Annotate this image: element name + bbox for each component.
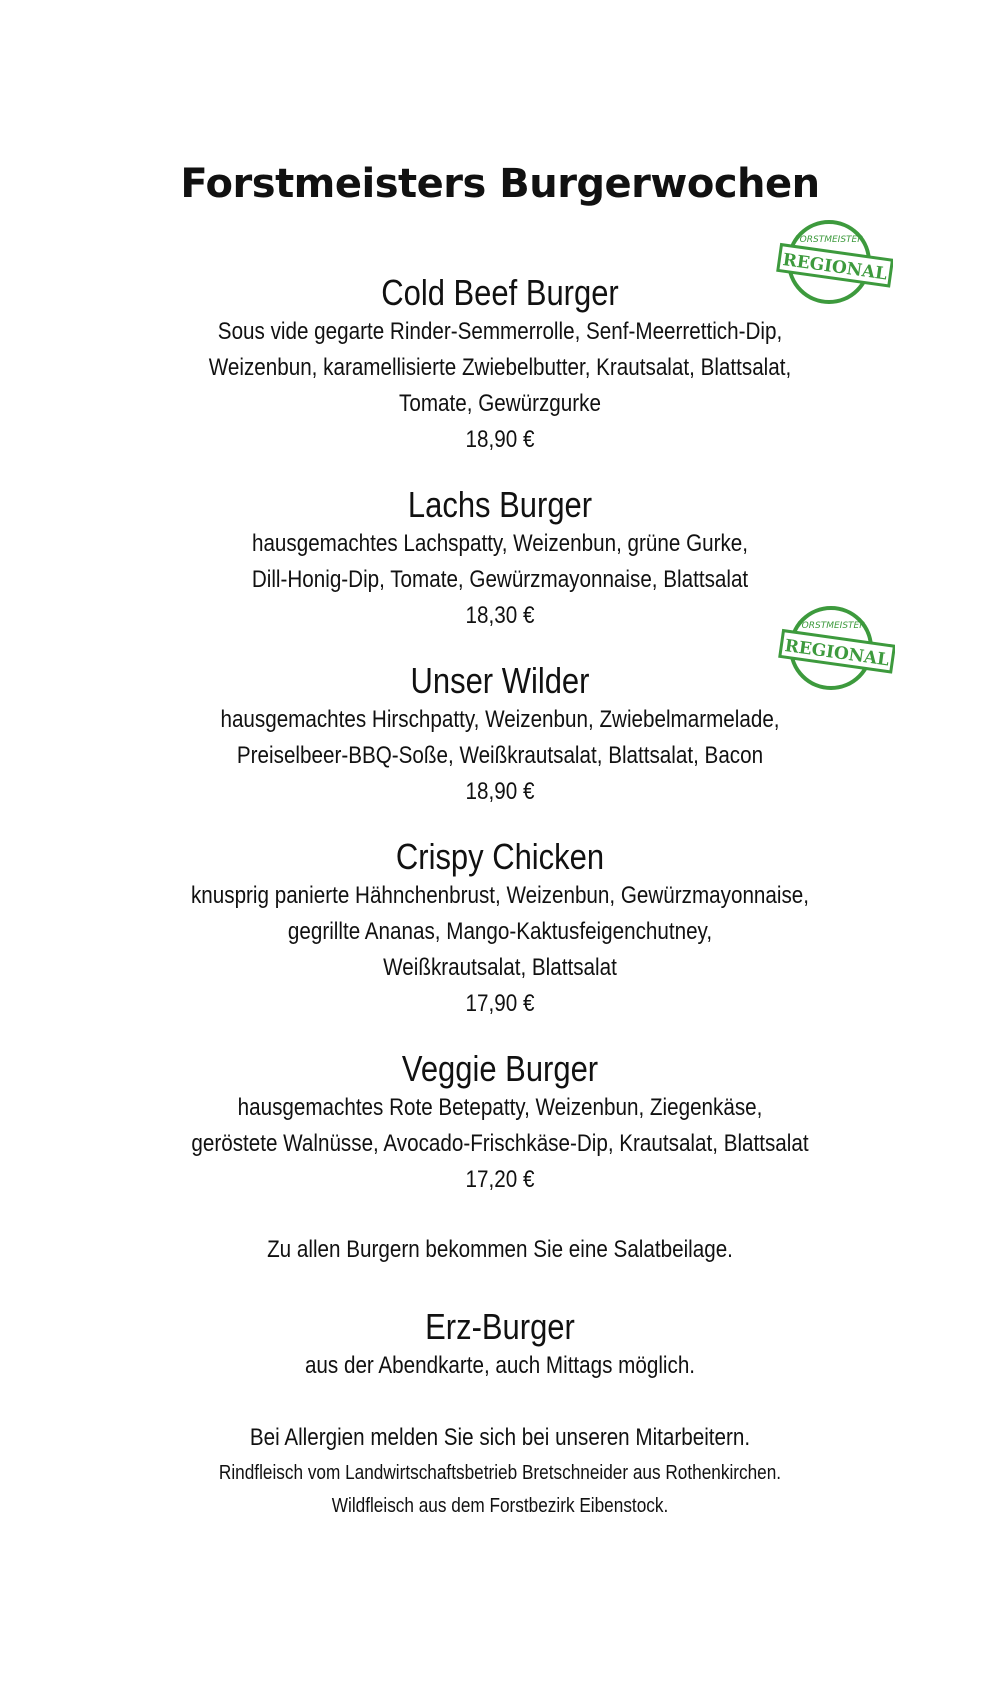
item-name: Cold Beef Burger [381,272,619,313]
item-name: Crispy Chicken [395,836,605,877]
stamp-main-text: REGIONAL [781,250,889,285]
item-name: Lachs Burger [407,484,593,525]
item-desc-line: gegrillte Ananas, Mango-Kaktusfeigenchutney, [287,918,713,945]
item-desc-line: Sous vide gegarte Rinder-Semmerrolle, Senf-Meerrettich-Dip, [217,318,783,345]
allergy-note: Bei Allergien melden Sie sich bei unseren Mitarbeitern. [249,1424,751,1451]
item-name: Unser Wilder [410,660,590,701]
item-price: 17,20 € [465,1166,535,1193]
item-desc-line: geröstete Walnüsse, Avocado-Frischkäse-Dip, Krautsalat, Blattsalat [191,1130,809,1157]
item-desc-line: Weißkrautsalat, Blattsalat [383,954,617,981]
item-price: 18,90 € [465,426,535,453]
stamp-top-text: FORSTMEISTER [796,621,866,631]
page-title: Forstmeisters Burgerwochen [180,161,820,207]
item-price: 17,90 € [465,990,535,1017]
erz-burger-name: Erz-Burger [425,1306,575,1347]
item-name: Veggie Burger [401,1048,599,1089]
item-desc-line: knusprig panierte Hähnchenbrust, Weizenbun, Gewürzmayonnaise, [190,882,810,909]
item-price: 18,30 € [465,602,535,629]
item-desc-line: hausgemachtes Rote Betepatty, Weizenbun, Ziegenkäse, [237,1094,763,1121]
footer-line: Rindfleisch vom Landwirtschaftsbetrieb Bretschneider aus Rothenkirchen. [218,1462,782,1484]
stamp-top-text: FORSTMEISTER [794,235,864,245]
item-desc-line: Preiselbeer-BBQ-Soße, Weißkrautsalat, Blattsalat, Bacon [236,742,764,769]
item-price: 18,90 € [465,778,535,805]
item-desc-line: hausgemachtes Lachspatty, Weizenbun, grüne Gurke, [251,530,749,557]
erz-burger-desc: aus der Abendkarte, auch Mittags möglich. [304,1352,696,1379]
stamp-main-text: REGIONAL [783,636,891,671]
item-desc-line: Tomate, Gewürzgurke [399,390,601,417]
footer-line: Wildfleisch aus dem Forstbezirk Eibenstock. [331,1495,669,1517]
item-desc-line: Dill-Honig-Dip, Tomate, Gewürzmayonnaise, Blattsalat [251,566,749,593]
salad-note: Zu allen Burgern bekommen Sie eine Salatbeilage. [267,1236,733,1263]
item-desc-line: Weizenbun, karamellisierte Zwiebelbutter, Krautsalat, Blattsalat, [208,354,792,381]
item-desc-line: hausgemachtes Hirschpatty, Weizenbun, Zwiebelmarmelade, [220,706,780,733]
